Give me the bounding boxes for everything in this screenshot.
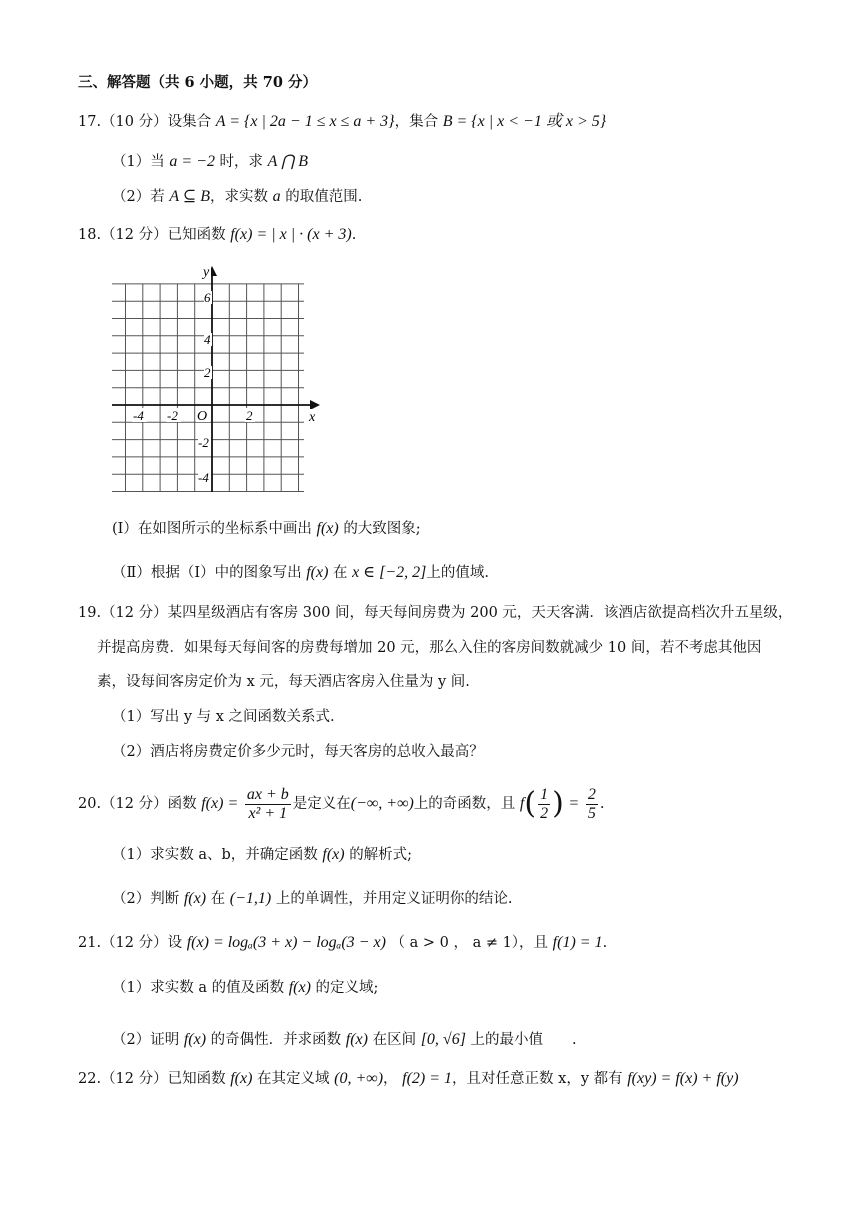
q19-line-1: 某四星级酒店有客房 300 间，每天每间房费为 200 元，天天客满．该酒店欲提高档次升五星级， — [167, 605, 793, 621]
q19-line-3: 素，设每间客房定价为 x 元，每天酒店客房入住量为 y 间. — [97, 674, 470, 690]
q20-p2-mid: 在 — [210, 891, 226, 907]
x-tick-label: -2 — [167, 408, 178, 423]
q21-func: f(x) = logₐ(3 + x) − logₐ(3 − x) — [186, 934, 386, 951]
q22-score: （12 分） — [101, 1071, 168, 1087]
q20-val-den: 5 — [587, 804, 596, 822]
q17-text-b: ，集合 — [394, 114, 439, 130]
q19-part-1: （1）写出 y 与 x 之间函数关系式. — [112, 709, 335, 725]
q19-part-2: （2）酒店将房费定价多少元时，每天客房的总收入最高？ — [112, 744, 484, 760]
q20-val-num: 2 — [587, 785, 596, 803]
q18-number: 18. — [78, 227, 102, 243]
q21-cond2: f(1) = 1 — [552, 934, 603, 951]
q18-func: f(x) = | x | · (x + 3) — [230, 226, 352, 243]
q22-domain: (0, +∞) — [334, 1070, 384, 1087]
q22-number: 22. — [78, 1071, 102, 1087]
section-title: 三、解答题（共 6 小题，共 70 分） — [78, 74, 317, 91]
q20-p2-interval: (−1,1) — [229, 890, 272, 907]
y-tick-label: -4 — [198, 470, 209, 485]
q20-text-a: 函数 — [167, 796, 197, 812]
q20-p1-end: 的解析式; — [349, 847, 413, 863]
question-19 — [78, 603, 792, 623]
q22-eq: f(xy) = f(x) + f(y) — [627, 1070, 739, 1087]
q21-cond: （ a > 0 ， a ≠ 1），且 — [390, 935, 549, 951]
grid-lines — [112, 284, 304, 492]
q17-text: 设集合 — [167, 114, 212, 130]
q18-p2-interval: x ∈ [−2, 2] — [352, 564, 427, 581]
q21-p2-label: （2）证明 — [112, 1032, 180, 1048]
q21-p2-func: f(x) — [183, 1031, 207, 1048]
q20-p2-func: f(x) — [183, 890, 207, 907]
q20-cond-num: 1 — [540, 785, 549, 803]
q19-line-2: 并提高房费．如果每天每间客的房费每增加 20 元，那么入住的客房间数就减少 10 间，若不考虑其他因 — [97, 640, 762, 656]
q17-p2-end: 的取值范围. — [285, 189, 363, 205]
q17-set-a: A = {x | 2a − 1 ≤ x ≤ a + 3} — [215, 113, 395, 130]
q21-p2-mid2: 在区间 — [372, 1032, 417, 1048]
q20-cond-f: f — [519, 795, 525, 812]
q17-p1-label: （1）当 — [112, 154, 165, 170]
q20-p2-end: 上的单调性，并用定义证明你的结论. — [275, 891, 513, 907]
q21-score: （12 分） — [101, 935, 168, 951]
q20-fraction — [245, 786, 291, 823]
q20-text-c: 上的奇函数，且 — [413, 796, 516, 812]
q18-p1-func: f(x) — [316, 520, 339, 537]
q21-p2-interval: [0, √6] — [420, 1031, 466, 1048]
q20-p1-label: （1）求实数 a、b，并确定函数 — [112, 847, 318, 863]
question-20: 20.（12 分）函数 f(x) = $\frac{ax + b}{\text{x² + 1}}$ 是定义在(−∞, +∞)上的奇函数，且 f( $\frac{1}{2}$ ) = $\frac{2}{5}$ . — [78, 785, 605, 822]
q21-p1-func: f(x) — [288, 979, 311, 996]
y-tick-label: 2 — [204, 365, 211, 380]
q17-p1-expr: a = −2 — [169, 153, 215, 170]
q21-number: 21. — [78, 935, 102, 951]
q17-part-1 — [112, 152, 308, 172]
q20-part-2 — [112, 889, 512, 909]
q17-p1-mid: 时，求 — [219, 154, 264, 170]
x-tick-label: 2 — [246, 408, 253, 423]
q20-numerator: ax + b — [246, 785, 289, 803]
y-tick-label: 6 — [204, 290, 211, 305]
q19-number: 19. — [78, 605, 102, 621]
q18-p1-label: (I）在如图所示的坐标系中画出 — [112, 521, 312, 537]
q21-text-a: 设 — [167, 935, 183, 951]
coordinate-grid — [108, 262, 332, 496]
q17-part-2 — [112, 187, 362, 207]
x-tick-label: -4 — [133, 408, 144, 423]
question-17 — [78, 112, 606, 132]
q22-cond: f(2) = 1 — [402, 1070, 453, 1087]
y-tick-label: 4 — [204, 332, 211, 347]
q19-score: （12 分） — [101, 605, 168, 621]
q21-p2-mid: 的奇偶性．并求函数 — [210, 1032, 342, 1048]
q20-domain: (−∞, +∞) — [350, 795, 414, 812]
grid-svg — [108, 262, 332, 496]
q21-p1-end: 的定义域; — [315, 980, 379, 996]
q21-part-1 — [112, 978, 378, 998]
question-21 — [78, 933, 607, 953]
x-axis-arrow — [310, 400, 320, 410]
x-axis-label: x — [309, 410, 316, 425]
q17-number: 17. — [78, 114, 102, 130]
q20-part-1 — [112, 845, 412, 865]
q18-text: 已知函数 — [167, 227, 226, 243]
q18-p2-label: （Ⅱ）根据（I）中的图象写出 — [112, 565, 302, 581]
origin-label: O — [197, 409, 208, 424]
q21-p1-label: （1）求实数 a 的值及函数 — [112, 980, 285, 996]
q22-func: f(x) — [230, 1070, 253, 1087]
q18-p1-end: 的大致图象; — [343, 521, 421, 537]
q17-score: （10 分） — [101, 114, 168, 130]
q20-p2-label: （2）判断 — [112, 891, 180, 907]
y-tick-label: -2 — [198, 435, 209, 450]
q20-score: （12 分） — [101, 796, 168, 812]
q18-score: （12 分） — [101, 227, 168, 243]
q20-denominator: x² + 1 — [248, 804, 288, 822]
q22-sep: ， — [383, 1071, 398, 1087]
q21-p2-end: 上的最小值 . — [470, 1032, 577, 1048]
y-axis-label: y — [203, 265, 210, 280]
q18-p2-mid: 在 — [333, 565, 348, 581]
q17-p2-expr: A ⊆ B — [169, 188, 211, 205]
q18-p2-end: 上的值域. — [426, 565, 489, 581]
question-22 — [78, 1069, 739, 1089]
q18-part-2 — [112, 563, 489, 583]
q20-p1-func: f(x) — [322, 846, 345, 863]
q22-text-b: 在其定义域 — [257, 1071, 330, 1087]
q20-cond-den: 2 — [540, 804, 549, 822]
q20-cond-eq: = — [568, 795, 580, 812]
q18-part-1 — [112, 519, 421, 539]
q17-p2-label: （2）若 — [112, 189, 165, 205]
q17-p1-expr2: A ⋂ B — [267, 153, 309, 170]
q20-number: 20. — [78, 796, 102, 812]
question-18 — [78, 225, 356, 245]
q21-end: . — [602, 935, 608, 951]
q18-p2-func: f(x) — [306, 564, 329, 581]
q20-value-fraction — [586, 786, 598, 823]
q17-p2-mid: ，求实数 — [210, 189, 269, 205]
q17-set-b: B = {x | x < −1 或 x > 5} — [442, 113, 607, 130]
q20-end: . — [599, 796, 605, 812]
q20-func-lhs: f(x) = — [201, 795, 239, 812]
q22-text-c: ，且对任意正数 x，y 都有 — [452, 1071, 623, 1087]
q21-part-2 — [112, 1030, 577, 1050]
q18-end: . — [351, 227, 357, 243]
q21-p2-func2: f(x) — [345, 1031, 368, 1048]
q20-text-b: 是定义在 — [292, 796, 351, 812]
q22-text-a: 已知函数 — [167, 1071, 226, 1087]
q20-cond-fraction — [538, 786, 550, 823]
q17-p2-var: a — [272, 188, 281, 205]
